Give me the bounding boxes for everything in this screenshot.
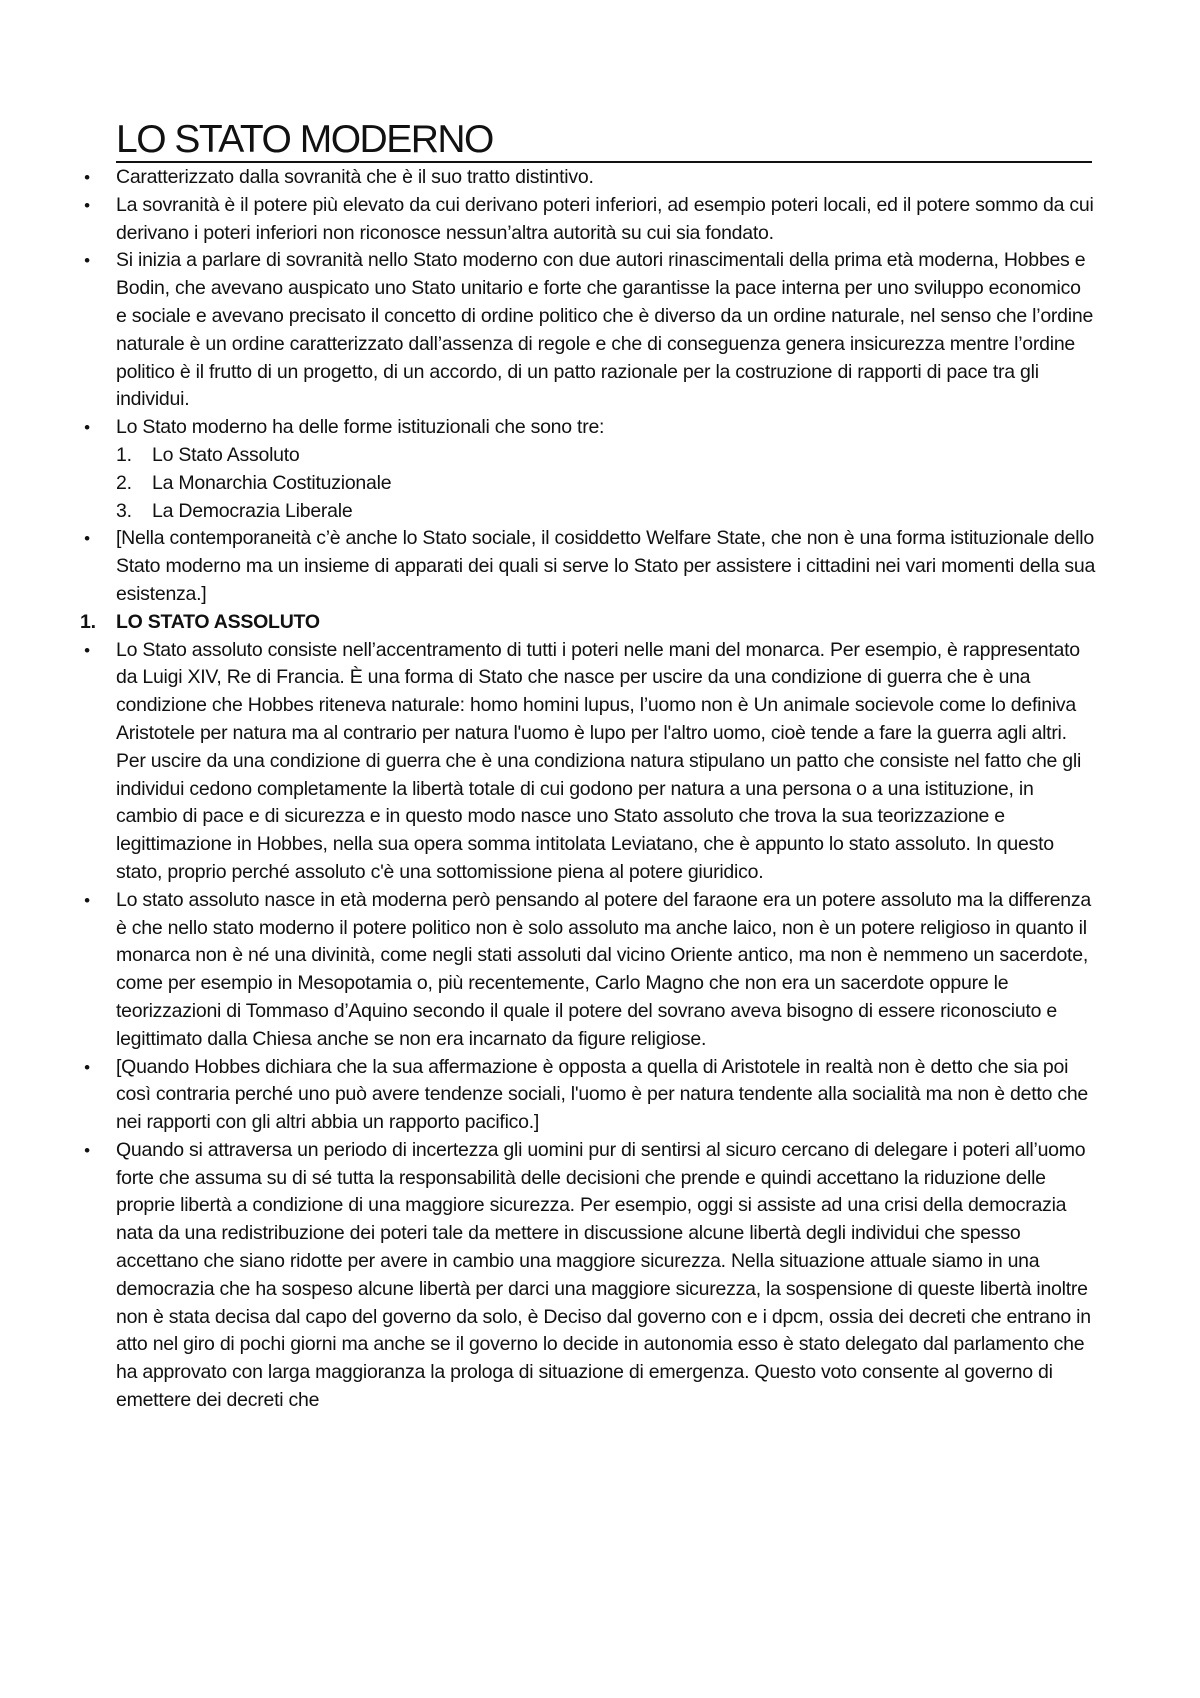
item-text: Lo Stato Assoluto [152, 443, 300, 466]
item-text: La Monarchia Costituzionale [152, 471, 392, 494]
document-body [80, 164, 1096, 1415]
section-title: LO STATO ASSOLUTO [116, 610, 320, 633]
list-item [84, 887, 1096, 1054]
list-item [84, 247, 1096, 414]
section-heading [80, 609, 1096, 637]
list-item [84, 637, 1096, 887]
bullet-icon: • [84, 1057, 90, 1077]
list-item [84, 1137, 1096, 1415]
item-text: La Democrazia Liberale [152, 499, 353, 522]
bullet-icon: • [84, 640, 90, 660]
bullet-icon: • [84, 195, 90, 215]
bullet-icon: • [84, 1140, 90, 1160]
item-text: La sovranità è il potere più elevato da cui derivano poteri inferiori, ad esempio poteri locali, ed il potere sommo da cui derivano i poteri inferiori non riconosce nessun’altra autorità su cui sia fondato. [116, 193, 1094, 244]
item-text: Lo Stato assoluto consiste nell’accentramento di tutti i poteri nelle mani del monarca. Per esempio, è rappresentato da Luigi XIV, Re di Francia. È una forma di Stato che nasce per uscire da una condizione di guerra che è una condizione che Hobbes riteneva naturale: homo homini lupus, l’uomo non è Un animale socievole come lo definiva Aristotele per natura ma al contrario per natura l'uomo è lupo per l'altro uomo, cioè tende a fare la guerra agli altri. Per uscire da una condizione di guerra che è una condiziona natura stipulano un patto che consiste nel fatto che gli individui cedono completamente la libertà totale di cui godono per natura a una persona o a una istituzione, in cambio di pace e di sicurezza e in questo modo nasce uno Stato assoluto che trova la sua teorizzazione e legittimazione in Hobbes, nella sua opera somma intitolata Leviatano, che è appunto lo stato assoluto. In questo stato, proprio perché assoluto c'è una sottomissione piena al potere giuridico. [116, 638, 1082, 883]
item-text: Caratterizzato dalla sovranità che è il suo tratto distintivo. [116, 166, 594, 188]
bullet-icon: • [84, 251, 90, 271]
bullet-icon: • [84, 168, 90, 187]
item-text: [Quando Hobbes dichiara che la sua affermazione è opposta a quella di Aristotele in realtà non è detto che sia poi così contraria perché uno può avere tendenze sociali, l'uomo è per natura tendente alla socialità ma non è detto che nei rapporti con gli altri abbia un rapporto pacifico.] [116, 1055, 1089, 1134]
list-item [84, 525, 1096, 608]
numbered-item [116, 470, 1096, 498]
item-text: Si inizia a parlare di sovranità nello Stato moderno con due autori rinascimentali della prima età moderna, Hobbes e Bodin, che avevano auspicato uno Stato unitario e forte che garantisse la pace interna per uno sviluppo economico e sociale e avevano precisato il concetto di ordine politico che è diverso da un ordine naturale, nel senso che l’ordine naturale è un ordine caratterizzato dall’assenza di regole e che di conseguenza genera insicurezza mentre l’ordine politico è il frutto di un progetto, di un accordo, di un patto razionale per la costruzione di rapporti di pace tra gli individui. [116, 249, 1094, 411]
item-number: 2. [116, 471, 132, 494]
list-item [84, 164, 1096, 192]
bullet-icon: • [84, 529, 90, 549]
numbered-item [116, 498, 1096, 526]
item-text: [Nella contemporaneità c’è anche lo Stato sociale, il cosiddetto Welfare State, che non è una forma istituzionale dello Stato moderno ma un insieme di apparati dei quali si serve lo Stato per assistere i cittadini nei vari momenti della sua esistenza.] [116, 527, 1096, 605]
page-title: LO STATO MODERNO [116, 118, 493, 161]
list-item [84, 192, 1096, 248]
numbered-item [116, 442, 1096, 470]
item-number: 1. [116, 443, 132, 466]
list-item [84, 1054, 1096, 1137]
bullet-icon: • [84, 890, 90, 910]
item-text: Lo Stato moderno ha delle forme istituzionali che sono tre: [116, 416, 605, 439]
item-text: Lo stato assoluto nasce in età moderna però pensando al potere del faraone era un potere assoluto ma la differenza è che nello stato moderno il potere politico non è solo assoluto ma anche laico, non è un potere religioso in quanto il monarca non è né una divinità, come negli stati assoluti dal vicino Oriente antico, ma non è nemmeno un sacerdote, come per esempio in Mesopotamia o, più recentemente, Carlo Magno che non era un sacerdote oppure le teorizzazioni di Tommaso d’Aquino secondo il quale il potere del sovrano aveva bisogno di essere riconosciuto e legittimato dalla Chiesa anche se non era incarnato da figure religiose. [116, 888, 1091, 1050]
title-underline [116, 161, 1092, 163]
list-item [84, 414, 1096, 442]
item-text: Quando si attraversa un periodo di incertezza gli uomini pur di sentirsi al sicuro cercano di delegare i poteri all’uomo forte che assuma su di sé tutta la responsabilità delle decisioni che prende e quindi accettano la riduzione delle proprie libertà a condizione di una maggiore sicurezza. Per esempio, oggi si assiste ad una crisi della democrazia nata da una redistribuzione dei poteri tale da mettere in discussione alcune libertà degli individui che spesso accettano che siano ridotte per avere in cambio una maggiore sicurezza. Nella situazione attuale siamo in una democrazia che ha sospeso alcune libertà per darci una maggiore sicurezza, la sospensione di queste libertà inoltre non è stata decisa dal capo del governo da solo, è Deciso dal governo con e i dpcm, ossia dei decreti che entrano in atto nel giro di pochi giorni ma anche se il governo lo decide in autonomia esso è stato delegato dal parlamento che ha approvato con larga maggioranza la prologa di situazione di emergenza. Questo voto consente al governo di emettere dei decreti che [116, 1138, 1091, 1412]
bullet-icon: • [84, 418, 90, 438]
item-number: 3. [116, 499, 132, 522]
section-number: 1. [80, 610, 96, 633]
